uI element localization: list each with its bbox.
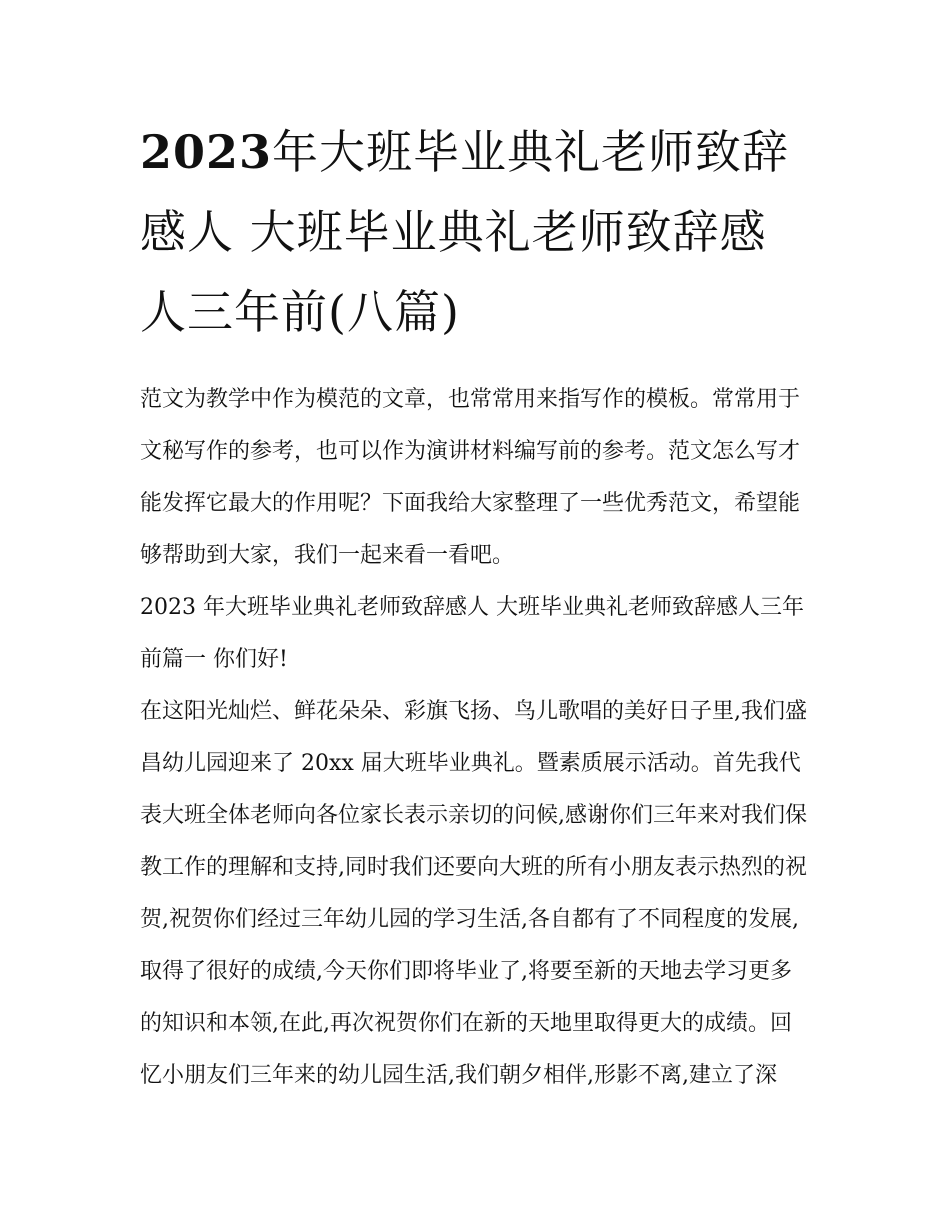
document-body (140, 374, 812, 1102)
document-page (140, 112, 812, 1102)
document-title (140, 112, 812, 352)
section-heading: 2023 年大班毕业典礼老师致辞感人 大班毕业典礼老师致辞感人三年前篇一 你们好! (140, 595, 804, 672)
title-text: 年大班毕业典礼老师致辞感人 大班毕业典礼老师致辞感人三年前(八篇) (140, 125, 790, 339)
body-paragraph: 在这阳光灿烂、鲜花朵朵、彩旗飞扬、鸟儿歌唱的美好日子里,我们盛昌幼儿园迎来了 20xx 届大班毕业典礼。暨素质展示活动。首先我代表大班全体老师向各位家长表示亲切的问候,感谢你们三年来对我们保教工作的理解和支持,同时我们还要向大班的所有小朋友表示热烈的祝贺,祝贺你们经过三年幼儿园的学习生活,各自都有了不同程度的发展,取得了很好的成绩,今天你们即将毕业了,将要至新的天地去学习更多的知识和本领,在此,再次祝贺你们在新的天地里取得更大的成绩。回忆小朋友们三年来的幼儿园生活,我们朝夕相伴,形影不离,建立了深 (140, 699, 807, 1088)
title-year: 2023 (140, 125, 273, 179)
intro-paragraph: 范文为教学中作为模范的文章，也常常用来指写作的模板。常常用于文秘写作的参考，也可以作为演讲材料编写前的参考。范文怎么写才能发挥它最大的作用呢？下面我给大家整理了一些优秀范文，希望能够帮助到大家，我们一起来看一看吧。 (140, 387, 801, 568)
